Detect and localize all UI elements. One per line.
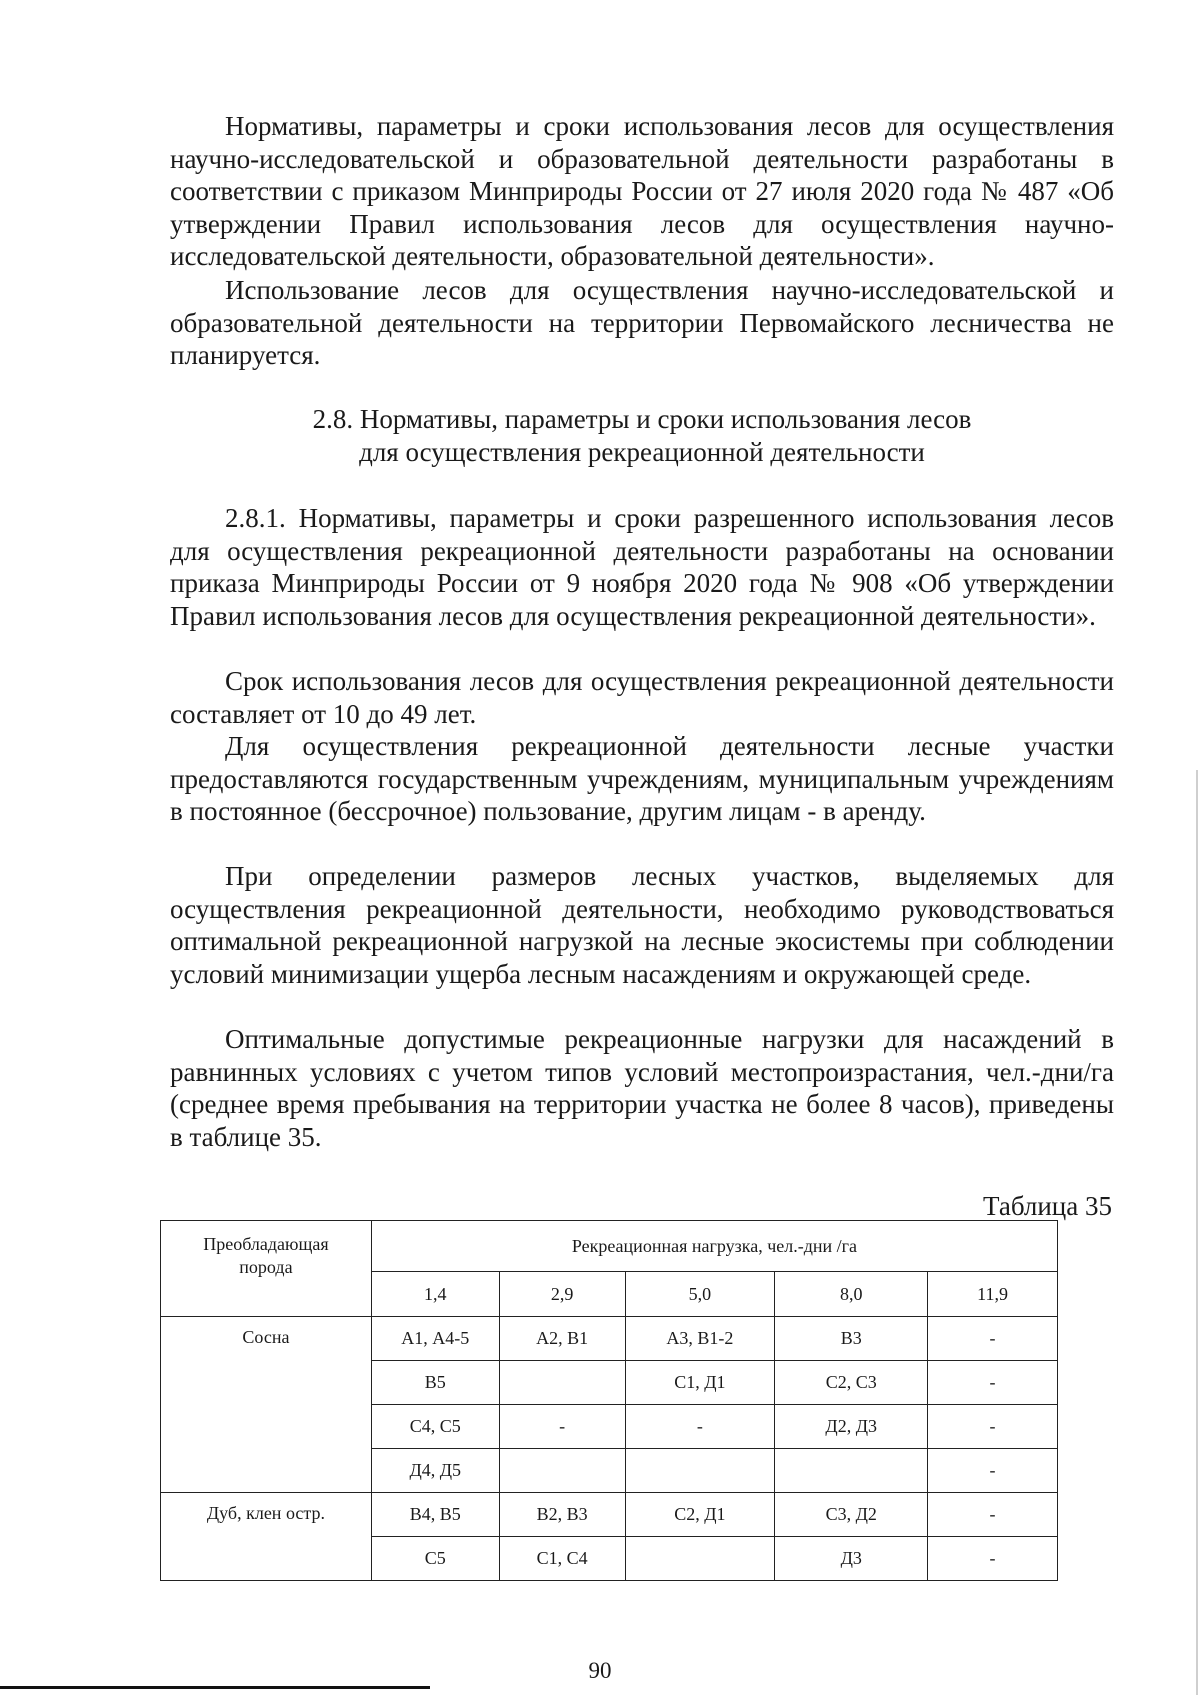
table-cell: Д4, Д5 — [371, 1449, 499, 1493]
paragraph-research-norms: Нормативы, параметры и сроки использования лесов для осуществления научно-исследовательской и образовательной деятельности разработаны в соответствии с приказом Минприроды России от 27 июля 2020 года № 487 «Об утверждении Правил использования лесов для осуществления научно-исследовательской деятельности, образовательной деятельности». — [170, 111, 1114, 271]
scan-edge-right — [1196, 770, 1198, 1695]
recreation-load-table — [160, 1220, 1058, 1581]
table-cell — [499, 1361, 625, 1405]
table-cell: - — [928, 1317, 1058, 1361]
paragraph-recreation-norms: 2.8.1. Нормативы, параметры и сроки разрешенного использования лесов для осуществления рекреационной деятельности разработаны на основании приказа Минприроды России от 9 ноября 2020 года № 908 «Об утверждении Правил использования лесов для осуществления рекреационной деятельности». — [170, 503, 1114, 631]
paragraph-optimal-loads: Оптимальные допустимые рекреационные нагрузки для насаждений в равнинных условиях с учетом типов условий местопроизрастания, чел.-дни/га (среднее время пребывания на территории участка не более 8 часов), приведены в таблице 35. — [170, 1024, 1114, 1152]
table-cell: С2, С3 — [775, 1361, 928, 1405]
table-cell: С5 — [371, 1537, 499, 1581]
table-cell: - — [499, 1405, 625, 1449]
load-value-cell: 8,0 — [775, 1272, 928, 1317]
header-load-cell: Рекреационная нагрузка, чел.-дни /га — [371, 1221, 1057, 1272]
table-cell: - — [928, 1493, 1058, 1537]
table-cell: В5 — [371, 1361, 499, 1405]
page-number: 90 — [588, 1658, 612, 1683]
table-cell — [499, 1449, 625, 1493]
table-cell: - — [928, 1537, 1058, 1581]
table-cell: - — [928, 1449, 1058, 1493]
header-species-line1: Преобладающая — [203, 1234, 329, 1254]
load-value-cell: 2,9 — [499, 1272, 625, 1317]
section-heading — [170, 403, 1114, 469]
scan-edge-bottom — [0, 1686, 430, 1689]
paragraph-usage-term: Срок использования лесов для осуществления рекреационной деятельности составляет от 10 до 49 лет. — [170, 666, 1114, 729]
table-cell: - — [625, 1405, 775, 1449]
species-cell: Сосна — [161, 1317, 372, 1493]
section-heading-line1: 2.8. Нормативы, параметры и сроки использования лесов — [312, 404, 972, 434]
table-cell: А1, А4-5 — [371, 1317, 499, 1361]
load-value-cell: 5,0 — [625, 1272, 775, 1317]
table-cell: В4, В5 — [371, 1493, 499, 1537]
table-cell: С2, Д1 — [625, 1493, 775, 1537]
paragraph-plot-sizes: При определении размеров лесных участков, выделяемых для осуществления рекреационной деятельности, необходимо руководствоваться оптимальной рекреационной нагрузкой на лесные экосистемы при соблюдении условий минимизации ущерба лесным насаждениям и окружающей среде. — [170, 861, 1114, 989]
header-species-cell — [161, 1221, 372, 1317]
table-cell: В2, В3 — [499, 1493, 625, 1537]
table-cell: В3 — [775, 1317, 928, 1361]
header-species-line2: порода — [239, 1257, 293, 1277]
table-cell — [625, 1449, 775, 1493]
table-caption: Таблица 35 — [983, 1191, 1112, 1221]
table-cell: С1, С4 — [499, 1537, 625, 1581]
table-cell: С1, Д1 — [625, 1361, 775, 1405]
table-cell: А3, В1-2 — [625, 1317, 775, 1361]
paragraph-research-not-planned: Использование лесов для осуществления научно-исследовательской и образовательной деятельности на территории Первомайского лесничества не планируется. — [170, 275, 1114, 370]
table-cell: - — [928, 1361, 1058, 1405]
table-row — [161, 1493, 1058, 1537]
table-cell: А2, В1 — [499, 1317, 625, 1361]
load-value-cell: 1,4 — [371, 1272, 499, 1317]
table-cell — [775, 1449, 928, 1493]
table-cell: С4, С5 — [371, 1405, 499, 1449]
table-cell — [625, 1537, 775, 1581]
table-cell: Д3 — [775, 1537, 928, 1581]
load-value-cell: 11,9 — [928, 1272, 1058, 1317]
table-cell: С3, Д2 — [775, 1493, 928, 1537]
table-cell: Д2, Д3 — [775, 1405, 928, 1449]
species-cell: Дуб, клен остр. — [161, 1493, 372, 1581]
table-header-row — [161, 1221, 1058, 1272]
table-row — [161, 1317, 1058, 1361]
section-heading-line2: для осуществления рекреационной деятельности — [359, 437, 925, 467]
paragraph-land-provision: Для осуществления рекреационной деятельности лесные участки предоставляются государственным учреждениям, муниципальным учреждениям в постоянное (бессрочное) пользование, другим лицам - в аренду. — [170, 731, 1114, 826]
table-cell: - — [928, 1405, 1058, 1449]
